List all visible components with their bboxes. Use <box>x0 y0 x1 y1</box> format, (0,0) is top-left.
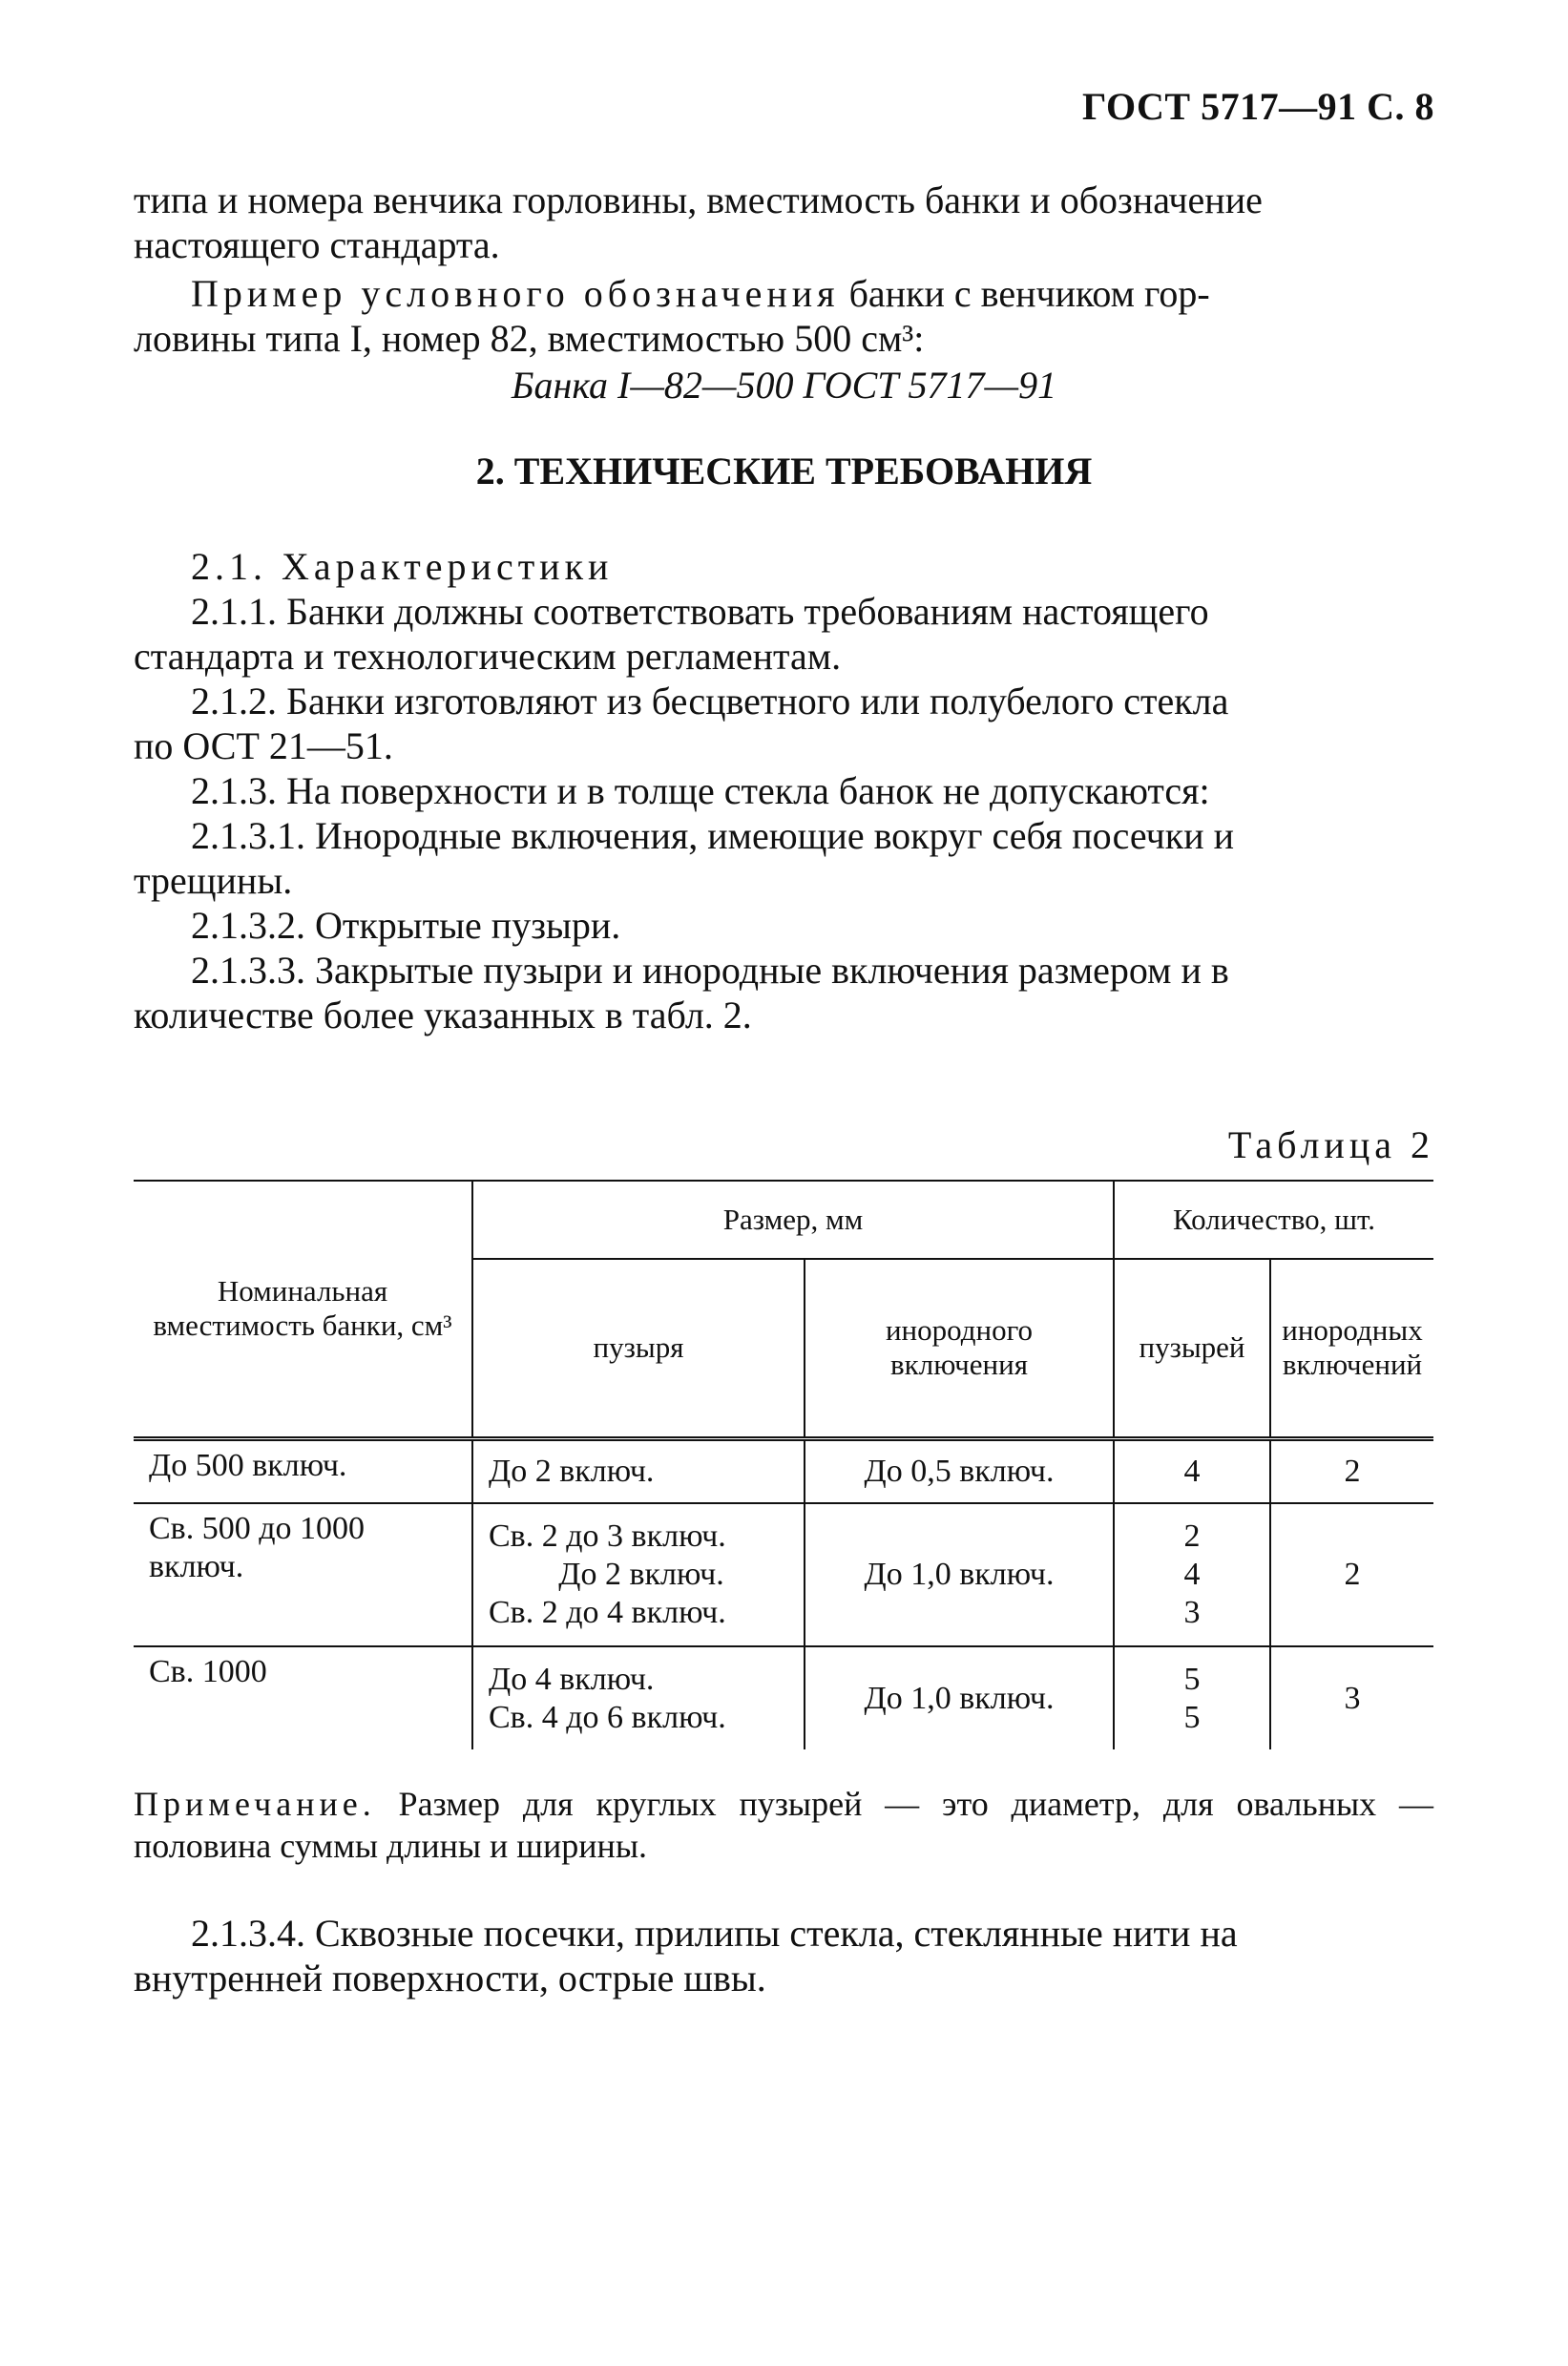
clause-2-1-1: 2.1.1. Банки должны соответствовать требованиям настоящего <box>191 590 1209 633</box>
cell-bubble-size: До 2 включ. <box>472 1438 805 1503</box>
clause-2-1-3-1-cont: трещины. <box>134 859 293 902</box>
clause-2-1-3-4 <box>134 1911 1433 2000</box>
header-inclusions-count: инородных включений <box>1270 1259 1433 1438</box>
example-text: банки с венчиком гор- <box>839 272 1210 315</box>
intro-line: настоящего стандарта. <box>134 223 500 266</box>
table-row <box>134 1503 1433 1646</box>
note-text: Размер для круглых пузырей — это диаметр, для овальных — половина суммы длины и ширины. <box>134 1785 1433 1865</box>
cell-inclusion-size: До 1,0 включ. <box>805 1646 1114 1749</box>
section-title: 2. ТЕХНИЧЕСКИЕ ТРЕБОВАНИЯ <box>475 450 1093 492</box>
cell-inclusion-size: До 1,0 включ. <box>805 1503 1114 1646</box>
clause-2-1-3-3-cont: количестве более указанных в табл. 2. <box>134 994 752 1036</box>
header-bubble-size: пузыря <box>472 1259 805 1438</box>
table-row <box>134 1646 1433 1749</box>
cell-inclusions-count: 3 <box>1270 1646 1433 1749</box>
cell-bubbles-count-line: 3 <box>1183 1595 1201 1630</box>
clause-2-1-3-1: 2.1.3.1. Инородные включения, имеющие вокруг себя посечки и <box>191 814 1235 857</box>
cell-bubbles-count-line: 2 <box>1183 1518 1201 1554</box>
cell-bubbles-count: 4 <box>1114 1438 1270 1503</box>
cell-capacity: Св. 1000 <box>134 1646 472 1749</box>
clause-2-1: 2.1. Характеристики <box>191 545 614 588</box>
intro-line: типа и номера венчика горловины, вместимость банки и обозначение <box>134 178 1263 221</box>
example-paragraph <box>134 271 1433 361</box>
page-header: ГОСТ 5717—91 С. 8 <box>1081 85 1434 128</box>
table-row <box>134 1438 1433 1503</box>
cell-bubbles-count-line: 5 <box>1183 1661 1201 1697</box>
cell-capacity: До 500 включ. <box>134 1438 472 1503</box>
header-capacity: Номинальная вместимость банки, см³ <box>134 1181 472 1438</box>
cell-inclusions-count: 2 <box>1270 1503 1433 1646</box>
header-size-group: Размер, мм <box>472 1181 1114 1259</box>
clause-2-1-3-2: 2.1.3.2. Открытые пузыри. <box>191 904 621 947</box>
clause-2-1-3-4-line: внутренней поверхности, острые швы. <box>134 1957 766 2000</box>
example-formula: Банка I—82—500 ГОСТ 5717—91 <box>511 364 1057 407</box>
note-label: Примечание. <box>134 1785 376 1823</box>
cell-bubble-size-line: Св. 2 до 4 включ. <box>489 1595 726 1630</box>
clause-2-1-3: 2.1.3. На поверхности и в толще стекла банок не допускаются: <box>191 769 1210 812</box>
cell-bubbles-count-line: 4 <box>1183 1557 1201 1592</box>
clause-2-1-2: 2.1.2. Банки изготовляют из бесцветного или полубелого стекла <box>191 680 1229 722</box>
clause-2-1-3-4-line: 2.1.3.4. Сквозные посечки, прилипы стекла, стеклянные нити на <box>191 1912 1238 1955</box>
intro-paragraph <box>134 178 1433 267</box>
cell-capacity: Св. 500 до 1000 включ. <box>134 1503 472 1646</box>
cell-bubble-size-line: Св. 4 до 6 включ. <box>489 1699 726 1735</box>
header-count-group: Количество, шт. <box>1114 1181 1433 1259</box>
clause-2-1-2-cont: по ОСТ 21—51. <box>134 724 393 767</box>
table-2 <box>134 1180 1433 1749</box>
table-caption: Таблица 2 <box>1227 1123 1434 1166</box>
clause-2-1-1-cont: стандарта и технологическим регламентам. <box>134 635 842 678</box>
example-label: Пример условного обозначения <box>191 272 840 315</box>
cell-inclusions-count: 2 <box>1270 1438 1433 1503</box>
table-note <box>134 1783 1433 1867</box>
characteristics-section <box>134 544 1433 1037</box>
header-inclusion-size: инородного включения <box>805 1259 1114 1438</box>
cell-bubbles-count-line: 5 <box>1183 1699 1201 1735</box>
example-line: ловины типа I, номер 82, вместимостью 500 см³: <box>134 317 925 360</box>
cell-bubble-size-line: До 4 включ. <box>489 1661 655 1697</box>
cell-bubble-size-line: Св. 2 до 3 включ. <box>489 1518 726 1554</box>
clause-2-1-3-3: 2.1.3.3. Закрытые пузыри и инородные включения размером и в <box>191 949 1229 992</box>
cell-bubble-size-line: До 2 включ. <box>558 1557 724 1592</box>
cell-inclusion-size: До 0,5 включ. <box>805 1438 1114 1503</box>
header-bubbles-count: пузырей <box>1114 1259 1270 1438</box>
